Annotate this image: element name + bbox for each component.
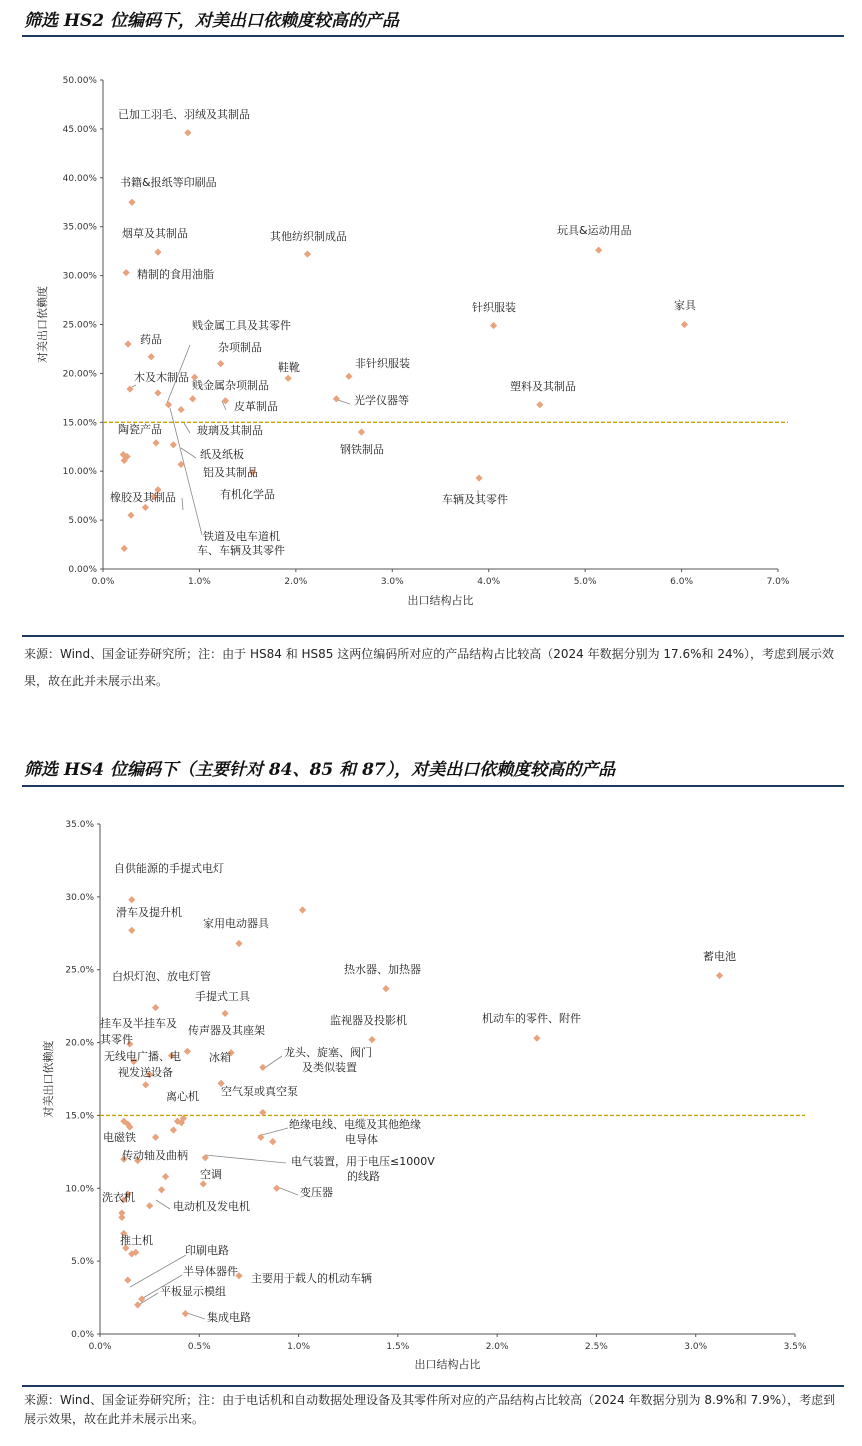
- leader-line: [181, 448, 196, 458]
- point-label: 推土机: [120, 1234, 153, 1247]
- data-point: [128, 927, 135, 934]
- y-tick-label: 50.00%: [62, 76, 97, 86]
- point-label: 监视器及投影机: [330, 1014, 407, 1027]
- point-label: 半导体器件: [183, 1265, 238, 1278]
- data-point: [152, 1134, 159, 1141]
- data-point: [299, 906, 306, 913]
- data-point: [128, 199, 135, 206]
- x-tick-label: 2.0%: [485, 1342, 509, 1352]
- data-point: [146, 1202, 153, 1209]
- point-label: 陶瓷产品: [118, 423, 162, 436]
- x-axis-label: 出口结构占比: [407, 594, 474, 607]
- x-axis-label: 出口结构占比: [414, 1358, 481, 1371]
- data-point: [123, 269, 130, 276]
- section-1-source-note: 来源：Wind、国金证券研究所；注：由于 HS84 和 HS85 这两位编码所对应的产品结构占比较高（2024 年数据分别为 17.6%和 24%），考虑到展示效果，故在此并未展示出来。: [24, 647, 835, 688]
- x-tick-label: 2.0%: [284, 577, 308, 587]
- point-label: 塑料及其制品: [510, 380, 576, 393]
- section-2-bottom-rule: [22, 1385, 844, 1387]
- y-tick-label: 10.00%: [62, 467, 97, 478]
- data-point: [154, 249, 161, 256]
- point-label: 贱金属工具及其零件: [192, 319, 291, 332]
- point-label: 已加工羽毛、羽绒及其制品: [118, 108, 250, 121]
- data-point: [716, 972, 723, 979]
- section-2-source-note: 来源：Wind、国金证券研究所；注：由于电话机和自动数据处理设备及其零件所对应的产品结构占比较高（2024 年数据分别为 8.9%和 7.9%），考虑到展示效果，故在此并未展示出来。: [24, 1393, 836, 1426]
- point-label: 纸及纸板: [200, 448, 244, 461]
- point-label: 挂车及半挂车及: [100, 1017, 177, 1030]
- leader-line: [156, 1200, 170, 1209]
- data-point: [217, 360, 224, 367]
- data-point: [121, 545, 128, 552]
- y-tick-label: 40.00%: [62, 173, 97, 184]
- leader-line: [130, 1255, 186, 1287]
- data-point: [382, 985, 389, 992]
- point-label: 电动机及发电机: [173, 1200, 250, 1213]
- data-point: [127, 512, 134, 519]
- chart-1: [0, 40, 862, 640]
- section-1-title: 筛选 HS2 位编码下，对美出口依赖度较高的产品: [24, 11, 400, 31]
- x-tick-label: 3.5%: [783, 1342, 807, 1352]
- leader-line: [182, 498, 183, 510]
- y-tick-label: 45.00%: [62, 124, 97, 135]
- x-tick-label: 5.0%: [573, 577, 597, 587]
- point-label: 集成电路: [207, 1311, 251, 1324]
- point-label: 杂项制品: [218, 341, 262, 354]
- point-label: 药品: [140, 333, 162, 346]
- data-point: [182, 1310, 189, 1317]
- data-point: [124, 1276, 131, 1283]
- point-label: 机动车的零件、附件: [482, 1012, 581, 1025]
- data-point: [158, 1186, 165, 1193]
- data-point: [358, 428, 365, 435]
- y-tick-label: 5.0%: [71, 1257, 94, 1268]
- data-point: [273, 1185, 280, 1192]
- section-1-top-rule: [22, 35, 844, 37]
- y-tick-label: 25.0%: [65, 965, 94, 976]
- y-tick-label: 20.00%: [62, 369, 97, 380]
- point-label: 热水器、加热器: [344, 963, 421, 976]
- y-tick-label: 15.0%: [65, 1111, 94, 1122]
- point-label: 橡胶及其制品: [110, 491, 176, 504]
- y-tick-label: 0.00%: [68, 565, 97, 575]
- point-label: 空调: [200, 1168, 222, 1181]
- leader-line: [280, 1188, 298, 1195]
- point-label: 传动轴及曲柄: [122, 1149, 188, 1162]
- point-label: 玻璃及其制品: [197, 424, 263, 437]
- leader-line: [132, 385, 136, 387]
- chart-2: [0, 790, 862, 1385]
- point-label: 烟草及其制品: [122, 227, 188, 240]
- data-point: [152, 439, 159, 446]
- point-label: 贱金属杂项制品: [192, 379, 269, 392]
- point-label: 绝缘电线、电缆及其他绝缘: [289, 1118, 421, 1131]
- point-label: 书籍&报纸等印刷品: [120, 176, 217, 189]
- y-tick-label: 30.00%: [62, 271, 97, 282]
- point-label: 其他纺织制成品: [270, 230, 347, 243]
- data-point: [333, 395, 340, 402]
- point-label: 电导体: [345, 1133, 378, 1146]
- y-tick-label: 25.00%: [62, 320, 97, 331]
- data-point: [178, 406, 185, 413]
- data-point: [128, 896, 135, 903]
- y-axis-label: 对美出口依赖度: [36, 286, 49, 363]
- point-label: 蓄电池: [703, 950, 736, 963]
- point-label: 自供能源的手提式电灯: [114, 862, 224, 875]
- point-label: 滑车及提升机: [116, 906, 182, 919]
- data-point: [475, 474, 482, 481]
- x-tick-label: 6.0%: [670, 577, 694, 587]
- point-label: 铝及其制品: [203, 466, 258, 479]
- x-tick-label: 0.0%: [91, 577, 115, 587]
- x-tick-label: 4.0%: [477, 577, 501, 587]
- point-label: 无线电广播、电: [104, 1050, 181, 1063]
- y-tick-label: 35.00%: [62, 222, 97, 233]
- data-point: [269, 1138, 276, 1145]
- point-label: 针织服装: [472, 301, 516, 314]
- y-tick-label: 0.0%: [71, 1330, 94, 1340]
- data-point: [368, 1036, 375, 1043]
- data-point: [533, 1035, 540, 1042]
- point-label: 主要用于载人的机动车辆: [251, 1272, 372, 1285]
- point-label: 车辆及其零件: [442, 493, 508, 506]
- point-label: 空气泵或真空泵: [221, 1085, 298, 1098]
- x-tick-label: 3.0%: [684, 1342, 708, 1352]
- point-label: 变压器: [300, 1186, 333, 1199]
- data-point: [345, 373, 352, 380]
- data-point: [165, 401, 172, 408]
- point-label: 非针织服装: [355, 357, 410, 370]
- data-point: [142, 1081, 149, 1088]
- data-point: [124, 340, 131, 347]
- point-label: 传声器及其座架: [188, 1024, 265, 1037]
- data-point: [490, 322, 497, 329]
- point-label: 白炽灯泡、放电灯管: [112, 970, 211, 983]
- point-label: 平板显示模组: [160, 1285, 226, 1298]
- data-point: [154, 389, 161, 396]
- point-label: 冰箱: [209, 1051, 231, 1064]
- y-tick-label: 30.0%: [65, 892, 94, 903]
- y-axis-label: 对美出口依赖度: [42, 1040, 55, 1118]
- point-label: 电磁铁: [103, 1131, 136, 1144]
- data-point: [285, 375, 292, 382]
- point-label: 及类似装置: [302, 1061, 357, 1074]
- data-point: [595, 247, 602, 254]
- y-tick-label: 20.0%: [65, 1038, 94, 1049]
- point-label: 木及木制品: [134, 371, 189, 384]
- data-point: [184, 129, 191, 136]
- point-label: 玩具&运动用品: [557, 224, 632, 237]
- section-1-bottom-rule: [22, 635, 844, 637]
- x-tick-label: 0.5%: [187, 1342, 211, 1352]
- x-tick-label: 1.5%: [386, 1342, 410, 1352]
- data-point: [304, 250, 311, 257]
- point-label: 离心机: [166, 1090, 199, 1103]
- y-tick-label: 35.0%: [65, 820, 94, 830]
- point-label: 其零件: [100, 1033, 133, 1046]
- leader-line: [258, 1128, 288, 1136]
- data-point: [170, 1126, 177, 1133]
- x-tick-label: 1.0%: [187, 577, 211, 587]
- data-point: [162, 1173, 169, 1180]
- data-point: [142, 504, 149, 511]
- point-label: 电气装置，用于电压≤1000V: [291, 1155, 435, 1168]
- data-point: [152, 1004, 159, 1011]
- leader-line: [338, 400, 350, 404]
- data-point: [200, 1180, 207, 1187]
- data-point: [134, 1301, 141, 1308]
- x-tick-label: 0.0%: [88, 1342, 112, 1352]
- point-label: 精制的食用油脂: [137, 268, 214, 281]
- data-point: [235, 940, 242, 947]
- point-label: 光学仪器等: [354, 394, 409, 407]
- data-point: [189, 395, 196, 402]
- point-label: 洗衣机: [102, 1191, 135, 1204]
- point-label: 皮革制品: [234, 400, 278, 413]
- point-label: 钢铁制品: [340, 443, 384, 456]
- x-tick-label: 3.0%: [380, 577, 404, 587]
- point-label: 家用电动器具: [203, 917, 269, 930]
- point-label: 龙头、旋塞、阀门: [284, 1046, 372, 1059]
- y-tick-label: 5.00%: [68, 516, 97, 527]
- data-point: [118, 1214, 125, 1221]
- leader-line: [205, 1155, 286, 1163]
- x-tick-label: 1.0%: [287, 1342, 311, 1352]
- point-label: 家具: [674, 299, 696, 312]
- point-label: 的线路: [347, 1170, 380, 1183]
- data-point: [184, 1048, 191, 1055]
- point-label: 铁道及电车道机: [203, 530, 280, 543]
- x-tick-label: 2.5%: [584, 1342, 608, 1352]
- data-point: [681, 321, 688, 328]
- data-point: [170, 441, 177, 448]
- x-tick-label: 7.0%: [766, 577, 790, 587]
- leader-line: [184, 423, 190, 433]
- point-label: 视发送设备: [118, 1066, 173, 1079]
- data-point: [222, 1010, 229, 1017]
- data-point: [259, 1064, 266, 1071]
- y-tick-label: 10.0%: [65, 1184, 94, 1195]
- section-2-title: 筛选 HS4 位编码下（主要针对 84、85 和 87），对美出口依赖度较高的产品: [24, 760, 616, 780]
- point-label: 印刷电路: [185, 1244, 229, 1257]
- point-label: 鞋靴: [278, 361, 300, 374]
- section-2-top-rule: [22, 785, 844, 787]
- point-label: 手提式工具: [195, 990, 250, 1003]
- y-tick-label: 15.00%: [62, 418, 97, 429]
- leader-line: [266, 1056, 282, 1067]
- data-point: [148, 353, 155, 360]
- data-point: [536, 401, 543, 408]
- point-label: 车、车辆及其零件: [197, 544, 285, 557]
- leader-line: [187, 1313, 205, 1319]
- point-label: 有机化学品: [220, 488, 275, 501]
